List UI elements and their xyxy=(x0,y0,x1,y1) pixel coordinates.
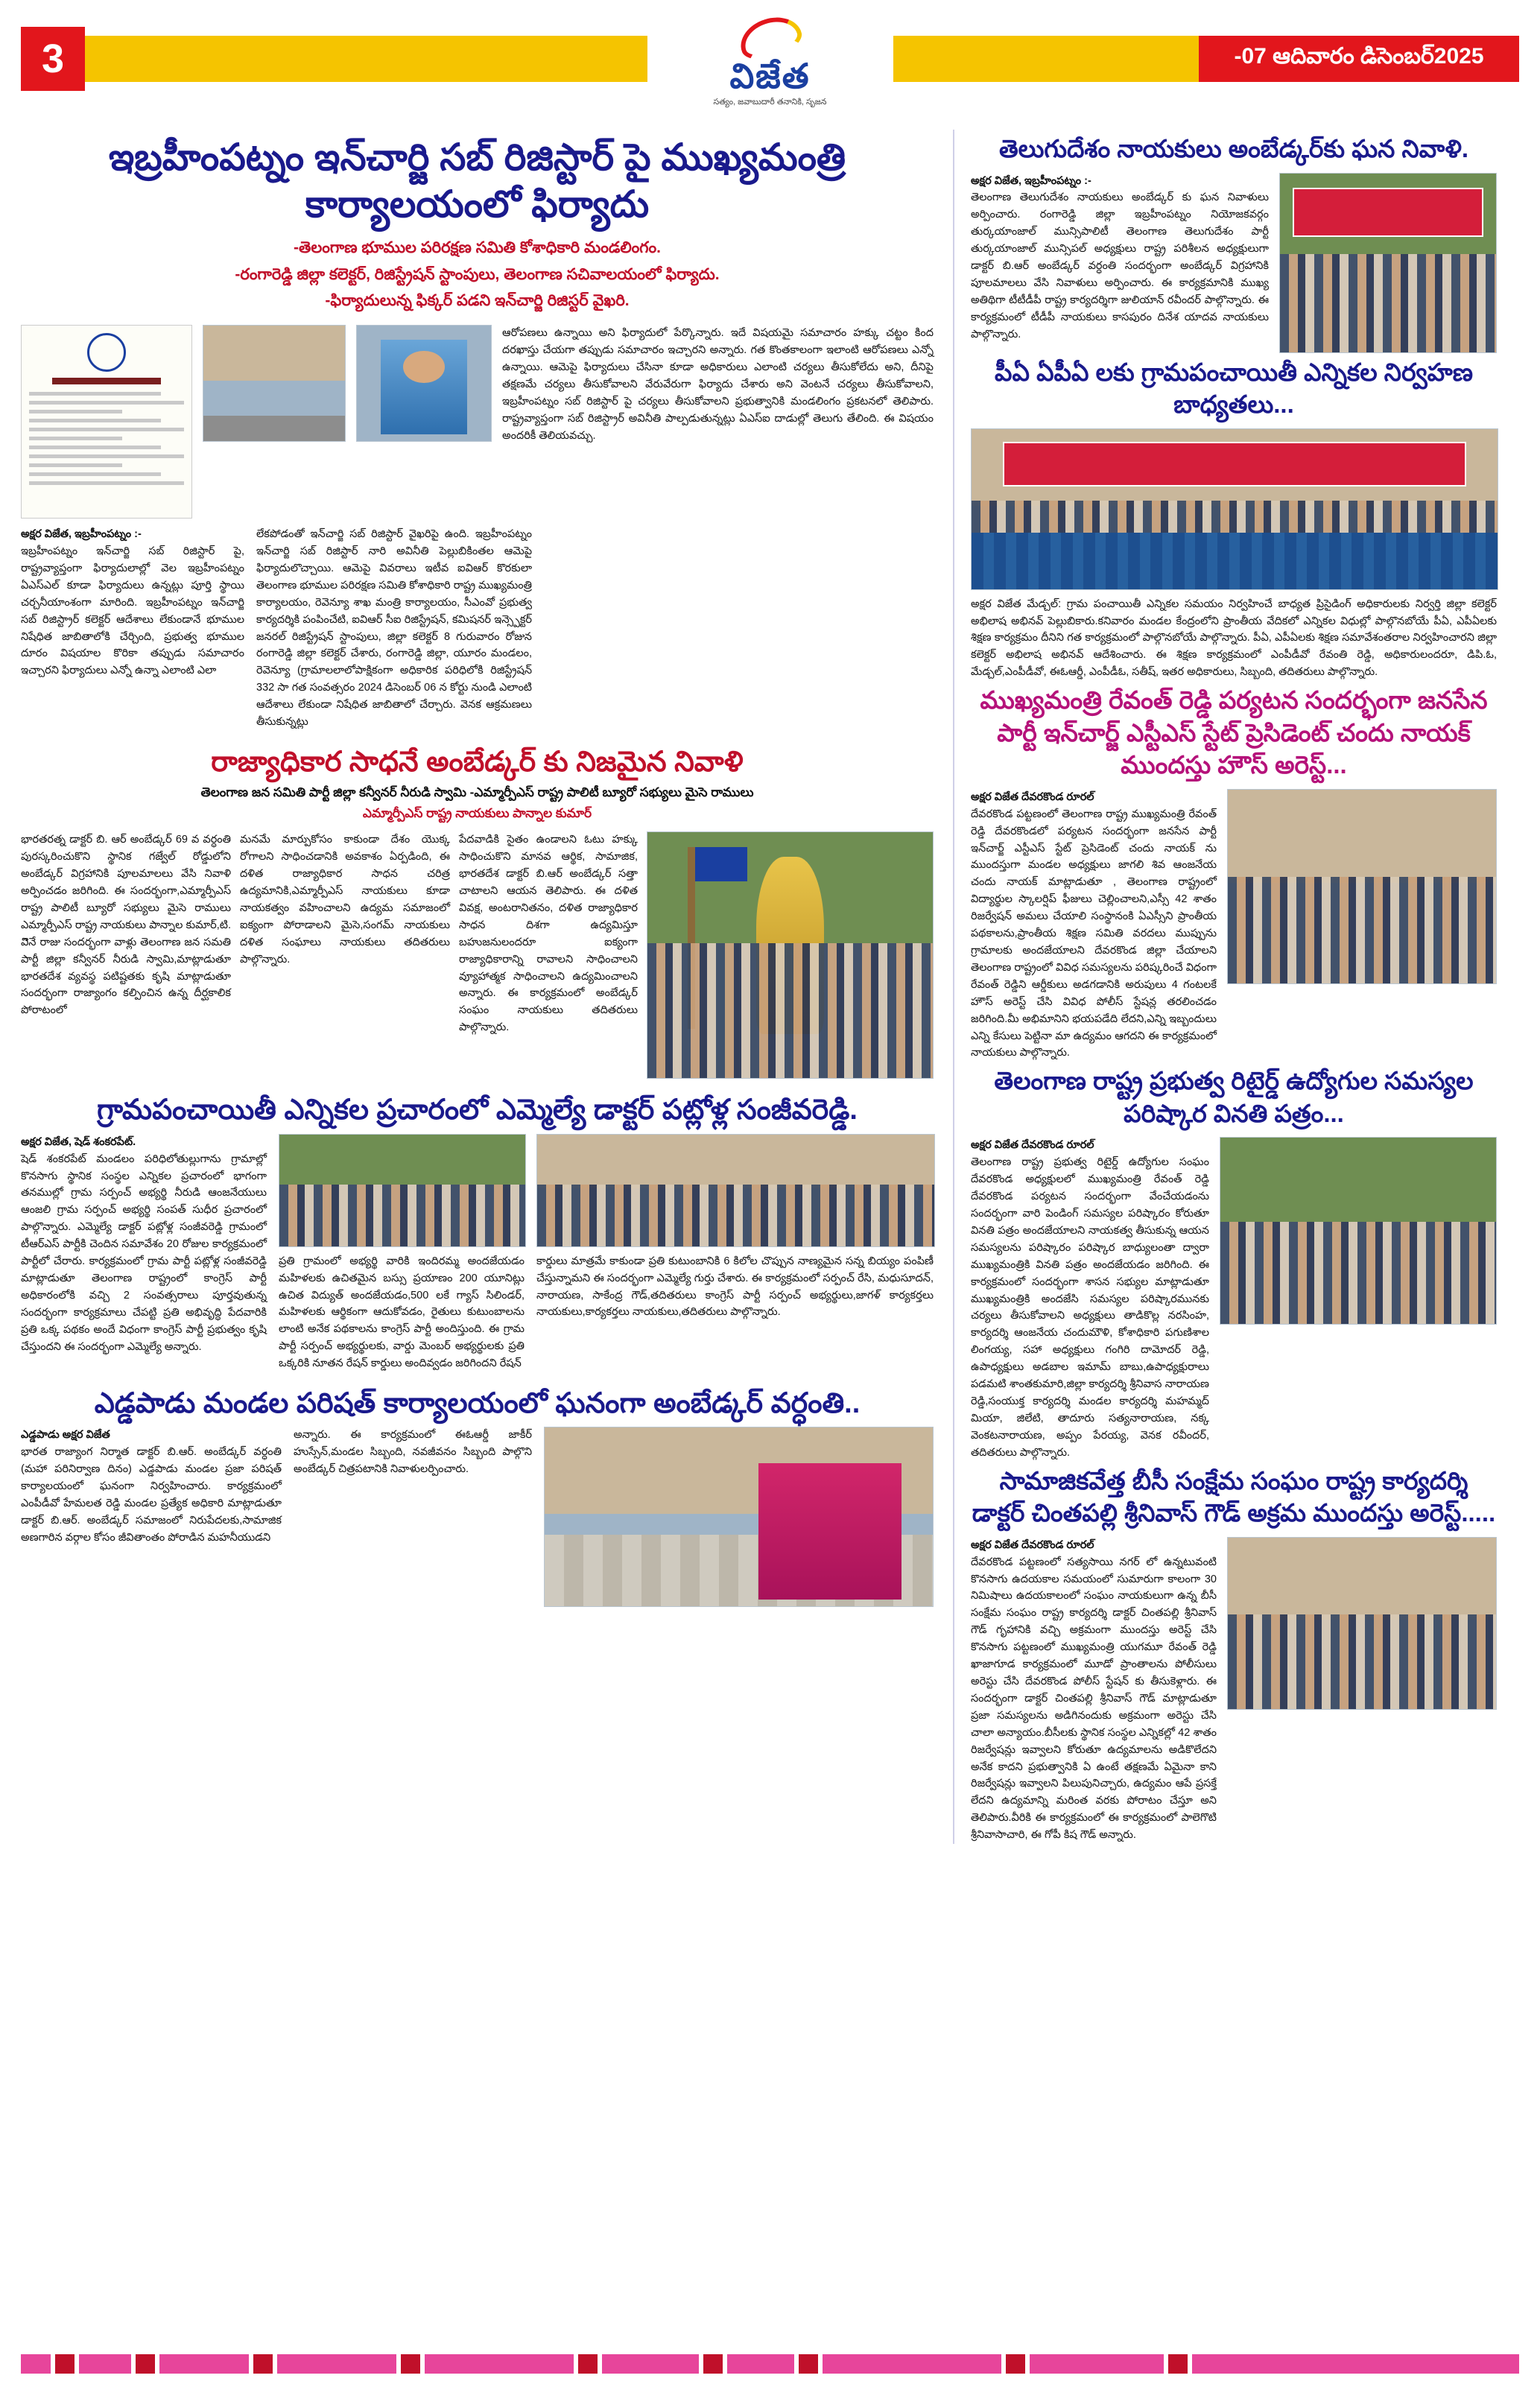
right-a-body: తెలంగాణ తెలుగుదేశం నాయకులు అంబేడ్కర్ కు ఘన నివాళులు అర్పించారు. రంగారెడ్డి జిల్లా ఇబ్రహీంపట్నం నియోజకవర్గం తుర్కయాంజాల్ మున్సిపాలిటీ తెలంగాణ తెలుగుదేశం పార్టీ తుర్కయాంజాల్ మున్సిపల్ అధ్యక్షులు రాష్ట్ర పరిశీలన అధ్యక్షులుగా డాక్టర్ బి.ఆర్ అంబేడ్కర్ వర్ధంతి సందర్భంగా అంబేడ్కర్ విగ్రహానికి పూలమాలలు వేసి నివాళులు అర్పించారు. ఈ కార్యక్రమానికి ముఖ్య అతిథిగా టీటీడీపీ రాష్ట్ర కార్యదర్శిగా జులియాన్ రవీందర్ పాల్గొన్నారు. ఈ కార్యక్రమంలో టీడీపీ నాయకులు కాసపురం దినేశ యాదవ నాయకులు పాల్గొన్నారు. xyxy=(971,191,1269,340)
office-building-photo xyxy=(203,325,346,442)
right-e-body: దేవరకొండ పట్టణంలో సత్యసాయి నగర్ లో ఉన్నటువంటి కొనసాగు ఉదయకాల సమయంలో సుమారుగా కాలంగా 30 నిమిషాలు ఉదయకాలంలో సంఘం నాయకులుగా ఉన్న బీసీ సంక్షేమ సంఘం రాష్ట్ర కార్యదర్శి డాక్టర్ చింతపల్లి శ్రీనివాస్ గౌడ్ గృహానికి వచ్చి అక్రమంగా ముందస్తు అరెస్ట్ చేసి కొనసాగు పట్టణంలో ముఖ్యమంత్రి యుగమూ రేవంత్ రెడ్డి ఖాజాగూడ కార్యక్రమంలో మూడో ప్రాంతాలను పోలీసులు అరెస్టు చేసి దేవరకొండ పోలీస్ స్టేషన్ కు తీసుకెళ్లారు. ఈ సందర్భంగా డాక్టర్ చింతపల్లి శ్రీనివాస్ గౌడ్ మాట్లాడుతూ ప్రజా సమస్యలను అడిగినందుకు అక్రమంగా అరెస్టు చేసి చాలా అన్యాయం.బీసీలకు స్థానిక సంస్థల ఎన్నికల్లో 42 శాతం రిజర్వేషన్లు ఇవ్వాలని కోరుతూ ఉద్యమాలను అడికొలేదని అనేక కాదని ప్రభుత్వానికి ఏ ఉంటే తక్షణమే ఏమైనా కాని రిజర్వేషన్లు ఇవ్వాలని పిలుపునిచ్చారు, ఉద్యమం ఆపే ప్రసక్తే లేదని ఉద్యమాన్ని మరింత వరకు పోరాటం చేస్తూ అని తెలిపారు.వీరికి ఈ కార్యక్రమంలో ఈ కార్యక్రమంలో పాలెగొటి శ్రీనివాసాచారి, ఈ గోపీ కిష గౌడ్ అన్నారు. xyxy=(971,1556,1217,1842)
training-session-photo xyxy=(971,428,1498,590)
ambedkar-statue-photo xyxy=(647,831,934,1079)
section2-col2: పేదవాడికి సైతం ఉండాలని ఓటు హక్కు సాధించుకొని మానవ ఆర్థిక, సామాజిక, భారతదేశ డాక్టర్ బి.ఆర్ అంబేడ్కర్ సత్తా చాటాలని ఆయన తెలిపారు. ఈ దళిత వివక్ష, అంటరానితనం, దళిత రాజ్యాధికార సాధన దిశగా ఉద్యమిస్తూ బహుజనులందరూ ఐక్యంగా రాజ్యాధికారాన్ని రావాలని సాధించాలని వ్యూహాత్మక సాధించాలని ఉద్యమించాలని అన్నారు. ఈ కార్యక్రమంలో అంబేడ్కర్ సంఘం నాయకులు తదితరులు పాల్గొన్నారు. xyxy=(459,834,638,1034)
section3-headline: గ్రామపంచాయితీ ఎన్నికల ప్రచారంలో ఎమ్మెల్యే డాక్టర్ పట్లోళ్ల సంజీవరెడ్డి. xyxy=(97,1094,858,1126)
lead-headline: ఇబ్రహీంపట్నం ఇన్‌చార్జి సబ్ రిజిస్టార్ పై ముఖ్యమంత్రి కార్యాలయంలో ఫిర్యాదు xyxy=(108,136,846,225)
right-b-headline: పీఏ ఏపీఏ లకు గ్రామపంచాయితీ ఎన్నికల నిర్వహణ బాధ్యతలు... xyxy=(994,358,1474,419)
left-column xyxy=(21,130,934,1844)
document-letterhead xyxy=(52,378,161,384)
paper-logo xyxy=(647,13,893,114)
section2-col1: భారతరత్న డాక్టర్ బి. ఆర్ అంబేడ్కర్ 69 వ వర్ధంతి పురస్కరించుకొని స్థానిక గజ్వేల్ రోడ్డులోని అంబేడ్కర్ విగ్రహానికి పూలమాలలు వేసి నివాళి అర్పించడం జరిగింది. ఈ సందర్భంగా,ఎమ్మార్పీఎస్ రాష్ట్ర పాలిటీ బ్యూరో సభ్యులు మైసె రాములు ఎమ్మార్పీఎస్ రాష్ట్ర నాయకులు పాన్నాల కుమార్,టి. విెెనే రాజు సందర్భంగా వాళ్లు తెలంగాణ జన సమతి పార్టీ జిల్లా కన్వీనర్ నీరుడి స్వామి,మాట్లాడుతూ భారతదేశ వ్యవస్థ పటిష్టతకు కృషి మాట్లాడుతూ సందర్భంగా రాజ్యాంగం కల్పించిన ఉన్న దీర్ఘకాలిక పోరాటంలో xyxy=(21,834,231,1017)
paper-name: విజేత xyxy=(729,57,811,95)
section2-sub2: ఎమ్మార్పీఎస్ రాష్ట్ర నాయకులు పాన్నాల కుమార్ xyxy=(362,806,592,821)
lead-sub-2: -రంగారెడ్డి జిల్లా కలెక్టర్, రిజిస్ట్రేషన్ స్టాంపులు, తెలంగాణ సచివాలయంలో ఫిర్యాదు. xyxy=(235,265,720,283)
right-a-headline: తెలుగుదేశం నాయకులు అంబేడ్కర్‌కు ఘన నివాళి. xyxy=(998,135,1469,162)
section3-col2: ప్రతి గ్రామంలో అభ్యర్థి వారికి ఇందిరమ్మ అందజేయడం మహిళలకు ఉచితమైన బస్సు ప్రయాణం 200 యూనిట్లు ఉచిత విద్యుత్ అందజేయడం,500 లకే గ్యాస్ సిలిండర్, మహిళలకు ఆర్థికంగా ఆదుకోవడం, రైతులు కుటుంబాలను లాంటి అనేక పథకాలను కాంగ్రెస్ పార్టీ అందిస్తుంది. ఈ గ్రామ పార్టీ సర్పంచ్ అభ్యర్థులకు, వార్డు మెంబర్ అభ్యర్థులకు ప్రతి ఒక్కరికి నూతన రేషన్ కార్డులు అందివ్వడం జరిగిందని రేషన్ xyxy=(279,1255,525,1370)
complaint-document-image xyxy=(21,325,192,519)
right-c-headline: ముఖ్యమంత్రి రేవంత్ రెడ్డి పర్యటన సందర్భంగా జనసేన పార్టీ ఇన్‌చార్జ్ ఎస్టీఎస్ స్టేట్ ప్రెసిడెంట్ చందు నాయక్ ముందస్తు హౌస్ అరెస్ట్... xyxy=(980,686,1488,779)
right-d-body: తెలంగాణ రాష్ట్ర ప్రభుత్వ రిటైర్డ్ ఉద్యోగుల సంఘం దేవరకొండ అధ్యక్షులలో ముఖ్యమంత్రి రేవంత్ రెడ్డి దేవరకొండ పర్యటన సందర్భంగా వేంచేయడంను సందర్భంగా వారి పెండింగ్ సమస్యల పరిష్కారం కోరుతూ వినతి పత్రం అందజేయాలని నాయకత్వ తీసుకున్న ఆయన సమస్యలను పరిష్కారం పరిష్కార బాధ్యులంతా ద్వారా ముఖ్యమంత్రికి వినతి పత్రం అందజేయడం జరిగింది. ఈ కార్యక్రమంలో సందర్భంగా శాసన సభ్యుల మాట్లాడుతూ ముఖ్యమంత్రికి అందజేసి సమస్యల పరిష్కారమునకు చర్యలు తీసుకోవాలని అధ్యక్షులు తాడికొల్ల నరసింహ, కార్యదర్శి ఆంజనేయ చందుమౌళి, కోశాధికారి పగుణిశాల లింగయ్య, సహా అధ్యక్షులు గంగిరి దామోదర్ రెడ్డి, ఉపాధ్యక్షులు అడబాల ఇమామ్ బాబు,ఉపాధ్యక్షురాలు పడమటి శాంతకుమారి,జిల్లా కార్యదర్శి శ్రీనివాస నారాయణ రెడ్డి,సంయుక్త కార్యదర్శి మండల కార్యదర్శి మహమ్మద్ మియా, జిలేటి, తాదూరు సత్యనారాయణ, నక్క వెంకటనారాయణ, అప్పం పేరయ్య, వెనక రవీందర్, తదితరులు పాల్గొన్నారు. xyxy=(971,1156,1209,1459)
lead-body-col2: లేకపోడంతో ఇన్‌చార్జి సబ్ రిజిస్టార్ వైఖరిపై ఉంది. ఇబ్రహీంపట్నం ఇన్‌చార్జి సబ్ రిజిస్టార్ నారి అవినీతి పెల్లుబికింతల ఆమెపై ఫిర్యాదులొచ్చాయి. ఆమెపై వివరాలు ఇటీవ ఐవిఆర్ కొరకులా తెలంగాణ భూముల పరిరక్షణ సమితి కోశాధికారి రాష్ట్ర ముఖ్యమంత్రి కార్యాలయం, రెవెన్యూ శాఖ మంత్రి కార్యాలయం, సీఎంవో ప్రభుత్వ కార్యదర్శికి పంపించేటి, ఐవిఆర్ సీఐ రిజిస్ట్రేషన్, కమిషనర్ ఇన్స్పెక్టర్ జనరల్ రిజిస్ట్రేషన్ స్టాంపులు, జిల్లా కలెక్టర్ 8 గురువారం రోజున రంగారెడ్డి జిల్లా కలెక్టర్ చేశారు, రంగారెడ్డి జిల్లా, యూరం మండలం, రెవెన్యూ (గ్రామాలలాలోపాక్షికంగా అధికారిక పరిధిలోకి రిజిస్ట్రేషన్ 332 సా గత సంవత్సరం 2024 డిసెంబర్ 06 న కోర్టు నుండి ఎలాంటి ఆదేశాలు లేకుండా నిషేధిత జాబితాలో చేర్చారు. వెనక ఆక్రమణలు తీసుకున్నట్లు xyxy=(256,528,532,729)
janasena-leader-photo xyxy=(1227,789,1497,984)
lead-dateline: అక్షర విజేత, ఇబ్రహీంపట్నం :- xyxy=(21,528,142,541)
lead-body-col3: ఆరోపణలు ఉన్నాయి అని ఫిర్యాదులో పేర్కొన్నారు. ఇదే విషయమై సమాచారం హక్కు చట్టం కింద దరఖాస్తు చేయగా తప్పుడు సమాచారం ఇచ్చారని అన్నారు. గత కొంతకాలంగా ఇలాంటి ఆరోపణలు ఎన్నో ఉన్నాయి. ఆమెపై ఫిర్యాదులు చేసినా కూడా అధికారులు ఎలాంటి చర్యలు తీసుకోలేదు అని, దీనిపై తక్షణమే చర్యలు తీసుకోవాలని వేరువేరుగా ఫిర్యాదు చేశారు అని వెంటనే చర్యలు తీసుకోవాలని, ఇబ్రహీంపట్నం సబ్ రిజిస్టార్ పై చర్యలు తీసుకోవాలని ప్రభుత్వానికి మండలింగం ప్రకటనలో తెలిపారు. రాష్ట్రవ్యాప్తంగా సబ్ రిజిస్ట్రార్ అవినీతి పాల్పడుతున్నట్లు ఏఎస్ఐ దాడుల్లో తెలుగు తేలింది. ఈ విషయం అందరికీ తెలియవచ్చు. xyxy=(502,327,934,442)
section4-row xyxy=(21,1427,934,1607)
section3-row xyxy=(21,1134,934,1372)
lead-media-row xyxy=(21,325,934,519)
right-e-row xyxy=(971,1537,1497,1844)
right-d-row xyxy=(971,1137,1497,1461)
section2-col3: మనమే మార్పుకోసం కాకుండా దేశం యొక్క రోగాలని సాధించడానికి అవకాశం ఏర్పడింది, ఈ దళిత రాజ్యాధికార సాధన చరిత్ర ఉద్యమానికి,ఎమ్మార్పీఎస్ నాయకులు కూడా నాయకత్వం వహించాలని ఉద్యమ సమాజంలో ఐక్యంగా పోరాడాలని మైసె,సంగమ్ నాయకులు దళిత సంఘాలు నాయకులు తదితరులు పాల్గొన్నారు. xyxy=(240,834,450,966)
lead-subheads xyxy=(21,235,934,314)
paper-tagline: సత్యం, జవాబుదారీ తనానికి, సృజన xyxy=(713,98,827,107)
person-portrait-photo xyxy=(356,325,492,442)
right-column xyxy=(953,130,1497,1844)
campaign-meeting-photo xyxy=(279,1134,526,1247)
tdp-tribute-photo xyxy=(1279,173,1497,353)
section3-dateline: అక్షర విజేత, షెడ్ శంకరపేట్. xyxy=(21,1135,136,1148)
document-seal-icon xyxy=(87,333,126,372)
lead-text-row xyxy=(21,526,934,731)
section3-col1: షెడ్ శంకరపేట్ మండలం పరిధిలోతుల్లుగాను గ్రామాల్లో కొనసాగు స్థానిక సంస్థల ఎన్నికల ప్రచారంలో భాగంగా తనముల్లో గ్రామ సర్పంచ్ అభ్యర్థి నీరుడి ఆంజనేయులు ఆంజలి గ్రామ సర్పంచ్ అభ్యర్థి సంపత్ సుధీర ప్రచారంలో పాల్గొన్నారు. ఎమ్మెల్యే డాక్టర్ పట్లోళ్ల సంజీవరెడ్డి గ్రామంలో టీఆర్ఎస్ పార్టీకి చెందిన సమావేశం 20 రోజుల కార్యక్రమంలో పార్టీలో చేరారు. కార్యక్రమంలో గ్రామ పార్టీ పట్లోళ్ల సంజీవరెడ్డి మాట్లాడుతూ తెలంగాణ రాష్ట్రంలో కాంగ్రెస్ పార్టీ అధికారంలోకి వచ్చి 2 సంవత్సరాలు పూర్తవుతున్న సందర్భంగా కార్యక్రమాలు చేపట్టి ప్రతి అభివృద్ధి పేదవారికి ప్రతి ఒక్క పథకం అందే విధంగా కాంగ్రెస్ పార్టీ ప్రభుత్వం కృషి చేస్తుందని ఈ సందర్భంగా ఎమ్మెల్యే అన్నారు. xyxy=(21,1153,267,1353)
masthead xyxy=(21,13,1519,125)
retired-employees-petition-photo xyxy=(1220,1137,1497,1325)
right-b-body: అక్షర విజేత మేడ్చల్: గ్రామ పంచాయితీ ఎన్నికల సమయం నిర్వహించే బాధ్యత ప్రిసైడింగ్ అధికారులకు నిర్వర్తి జిల్లా కలెక్టర్ అభిలాష అభినవ్ పెల్లుబికారు.కనివారం మండల కేంద్రంలోని ప్రాంతీయ వేదికలో ఎన్నికల విధుల్లో పాల్గొనబోయే పీఏ, ఎపీఏలకు శిక్షణ కార్యక్రమం దీనిని గత కార్యక్రమంలో పాల్గొనబోయే పాల్గొన్నారు. పీఏ, ఎపీఏలకు శిక్షణ సమావేశంతరాల నిర్వహించారని జిల్లా కలెక్టర్ అభిలాష అభినవ్ ఆదేశించారు. ఈ శిక్షణ కార్యక్రమంలో ఎంపీడీవో రేవంతి రెడ్డి, అధికారులందరూ, డిపి.ఓ, మేడ్చల్,ఎంపీడీవో, ఈఓఆర్డీ, ఎంపీడీఓ, సతీష్, ఇతర అధికారులు, సిబ్బంది, తదితరులు పాల్గొన్నారు. xyxy=(971,598,1497,679)
section3-col3: కార్డులు మాత్రమే కాకుండా ప్రతి కుటుంబానికి 6 కిలోల చొప్పున నాణ్యమైన సన్న బియ్యం పంపిణీ చేస్తున్నామని ఈ సందర్భంగా ఎమ్మెల్యే గుర్తు చేశారు. ఈ కార్యక్రమంలో సర్పంచ్ రేసి, మధుసూదన్, నారాయణ, సాకేంద్ర గౌడ్,తదితరులు కాంగ్రెస్ పార్టీ సర్పంచ్ అభ్యర్థులు,జాగళ్ కార్యకర్తలు నాయకులు,కార్యకర్తలు నాయకులు,తదితరులు పాల్గొన్నారు. xyxy=(536,1255,934,1319)
section4-dateline: ఎడ్డపాడు అక్షర విజేత xyxy=(21,1429,110,1442)
mandal-office-ceremony-photo xyxy=(544,1427,934,1607)
right-d-headline: తెలంగాణ రాష్ట్ర ప్రభుత్వ రిటైర్డ్ ఉద్యోగుల సమస్యల పరిష్కార వినతి పత్రం... xyxy=(994,1067,1474,1127)
page-content xyxy=(21,130,1519,1844)
right-e-dateline: అక్షర విజేత దేవరకొండ రూరల్ xyxy=(971,1538,1094,1551)
lead-sub-1: -తెలంగాణ భూముల పరిరక్షణ సమితి కోశాధికారి మండలింగం. xyxy=(294,239,661,256)
right-c-dateline: అక్షర విజేత దేవరకొండ రూరల్ xyxy=(971,790,1094,803)
lead-sub-3: -ఫిర్యాదులున్న ఫిక్కర్ పడని ఇన్‌చార్జి రిజిస్టర్ వైఖరి. xyxy=(325,292,630,310)
section4-headline: ఎడ్డపాడు మండల పరిషత్ కార్యాలయంలో ఘనంగా అంబేడ్కర్ వర్ధంతి.. xyxy=(94,1388,861,1420)
lead-body-col1: ఇబ్రహీంపట్నం ఇన్‌చార్జి సబ్ రిజిస్టార్ పై, రాష్ట్రవ్యాప్తంగా ఫిర్యాదులాల్లో వెల ఇబ్రహీంపట్నం ఏఎస్ఎల్ కూడా ఫిర్యాదులు ఉన్నట్లు పూర్తి స్థాయి చర్చనీయాంశంగా మారింది. ఇబ్రహీంపట్నం ఇన్‌చార్జి సబ్ రిజిస్ట్రార్ కలెక్టర్ ఆదేశాలు లేకుండానే భూముల నిషేధిత జాబితాలోకి చేర్చింది, ప్రభుత్వ భూముల దూరం విషయాల కొరికా తప్పుడు సమాచారం ఇచ్చారని ఫిర్యాదులు ఎన్నో ఉన్నా ఎలాంటి ఎలా xyxy=(21,545,244,677)
section4-col2: అన్నారు. ఈ కార్యక్రమంలో ఈఓఆర్డీ జాకీర్ హుస్సేన్,మండల సిబ్బంది, నవజీవనం సిబ్బంది పాల్గొని అంబేడ్కర్ చిత్రపటానికి నివాళులర్పించారు. xyxy=(294,1429,532,1476)
right-c-body: దేవరకొండ పట్టణంలో తెలంగాణ రాష్ట్ర ముఖ్యమంత్రి రేవంత్ రెడ్డి దేవరకొండలో పర్యటన సందర్భంగా జనసేన పార్టీ ఇన్‌చార్జ్ ఎస్టీఎస్ స్టేట్ ప్రెసిడెంట్ చందు నాయక్ ను ముందస్తుగా మండల అధ్యక్షులు జాగలి శివ ఆంజనేయ చందు నాయక్ మాట్లాడుతూ , తెలంగాణ రాష్ట్రంలో విద్యార్థుల స్కాలర్షిప్ ఫీజులు చెల్లించాలని,ఎస్సీ 42 శాతం రిజర్వేషన్ అమలు చేయాలి సంస్థానంకి ఏఎస్సీని ప్రాంతీయ పథకాలను,ప్రాంతీయ శిక్షణ సమితి వరదలు ముప్పును గ్రామాలకు అందజేయాలని దేవరకొండ జిల్లా చేయాలని తెలంగాణ రాష్ట్రంలో వివిధ సమస్యలను పరిష్కరించే విధంగా రేవంత్ రెడ్డిని ఆర్డీకులు అడగడానికి అరుపులు 4 గంటలకే హౌస్ అరెస్ట్ చేసి వివిధ పోలీస్ స్టేషన్ల తరలించడం జరిగింది.మీ అభిమానిని భయపడేది లేదని,ఎన్ని ఇబ్బందులు ఎన్ని కేసులు పెట్టినా మా ఉద్యమం ఆగదని ఈ కార్యక్రమంలో నాయకులు పాల్గొన్నారు. xyxy=(971,808,1217,1059)
right-d-dateline: అక్షర విజేత దేవరకొండ రూరల్ xyxy=(971,1139,1094,1152)
issue-date: -07 ఆదివారం డిసెంబర్2025 xyxy=(1199,36,1519,82)
section2-sub1: తెలంగాణ జన సమితి పార్టీ జిల్లా కన్వీనర్ నీరుడి స్వామి -ఎమ్మార్పీఎస్ రాష్ట్ర పాలిటీ బ్యూరో సభ్యులు మైసె రాములు xyxy=(200,785,754,800)
section4-col1: భారత రాజ్యాంగ నిర్మాత డాక్టర్ బి.ఆర్. అంబేడ్కర్ వర్ధంతి (మహా పరినిర్వాణ దినం) ఎడ్డపాడు మండల ప్రజా పరిషత్ కార్యాలయంలో ఘనంగా నిర్వహించారు. కార్యక్రమంలో ఎంపీడీవో హేమలత రెడ్డి మండల ప్రత్యేక అధికారి మాట్లాడుతూ డాక్టర్ బి.ఆర్. అంబేడ్కర్ సమాజంలో నిరుపేదలకు,సామాజిక అణగారిన వర్గాల కోసం జీవితాంతం పోరాడిన మహనీయుడని xyxy=(21,1446,282,1544)
footer-decoration xyxy=(21,2351,1519,2377)
newspaper-page xyxy=(0,13,1540,2390)
right-a-dateline: అక్షర విజేత, ఇబ్రహీంపట్నం :- xyxy=(971,174,1091,187)
police-station-arrest-photo xyxy=(1227,1537,1497,1710)
page-number-badge: 3 xyxy=(21,27,85,91)
right-e-headline: సామాజికవేత్త బీసీ సంక్షేమ సంఘం రాష్ట్ర కార్యదర్శి డాక్టర్ చింతపల్లి శ్రీనివాస్ గౌడ్ అక్రమ ముందస్తు అరెస్ట్..... xyxy=(972,1466,1496,1527)
ration-card-distribution-photo xyxy=(536,1134,935,1247)
section2-headline: రాజ్యాధికార సాధనే అంబేడ్కర్ కు నిజమైన నివాళి xyxy=(211,746,744,778)
section2-row xyxy=(21,831,934,1079)
right-c-row xyxy=(971,789,1497,1062)
right-a-row xyxy=(971,173,1497,353)
